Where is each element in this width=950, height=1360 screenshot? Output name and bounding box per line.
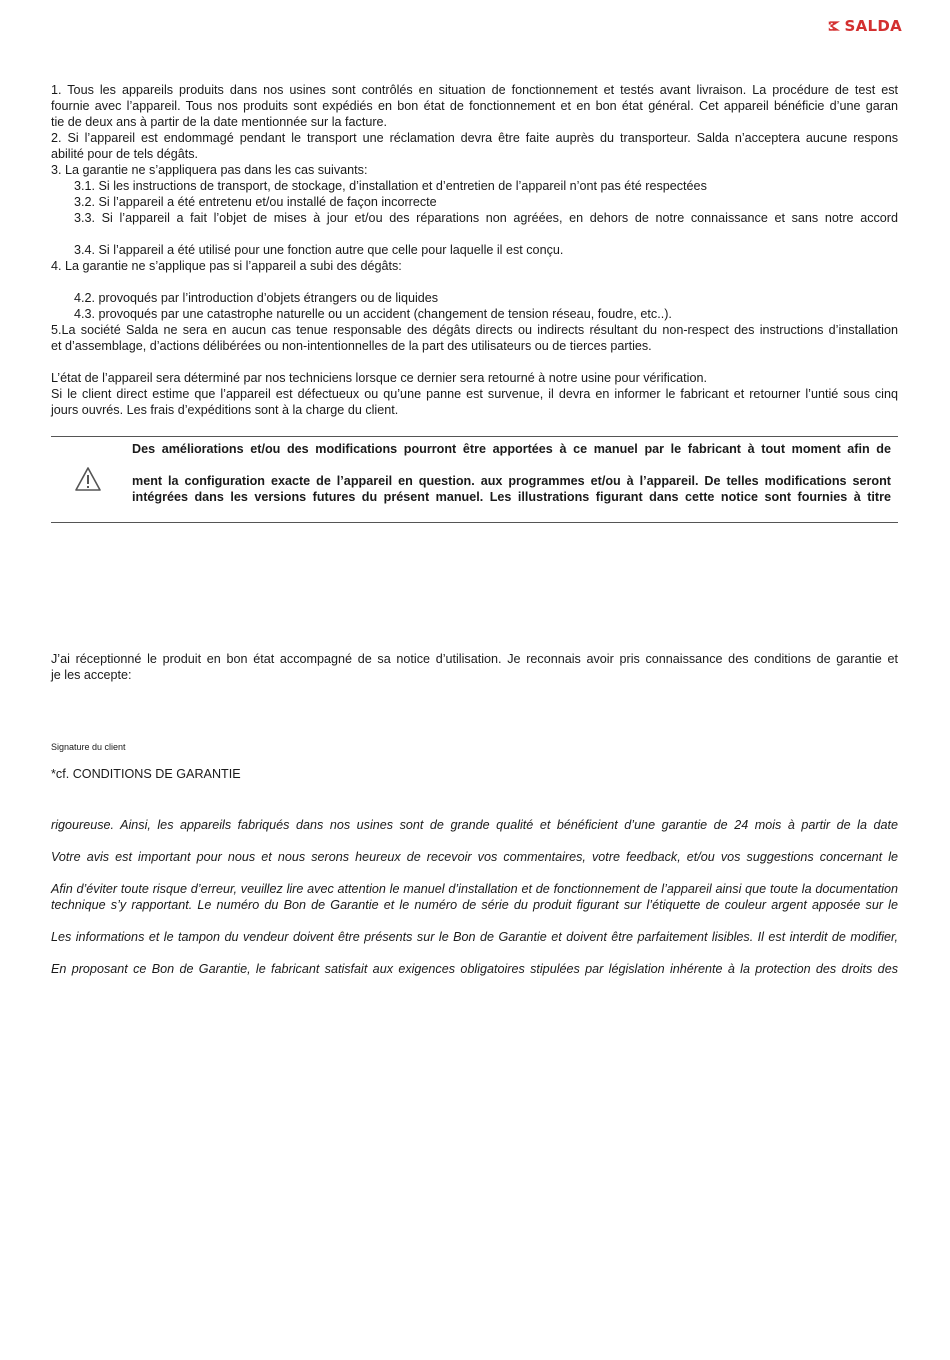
acceptance-line: je les accepte: bbox=[51, 668, 132, 682]
warning-bottom-divider bbox=[51, 522, 898, 523]
warning-triangle-icon bbox=[74, 466, 102, 492]
condition-line: 3. La garantie ne s’appliquera pas dans les cas suivants: bbox=[51, 163, 368, 177]
acceptance-statement bbox=[51, 651, 898, 683]
note-line: Votre avis est important pour nous et nous serons heureux de recevoir vos commentaires, votre feedback, et/ou vos suggestions concernant le bbox=[51, 850, 898, 864]
condition-line: fournie avec l’appareil. Tous nos produits sont expédiés en bon état de fonctionnement et en bon état général. Cet appareil bénéficie d’une garan bbox=[51, 99, 898, 113]
italic-notes bbox=[51, 817, 898, 977]
condition-line: abilité pour de tels dégâts. bbox=[51, 147, 199, 161]
warning-line: ment la configuration exacte de l’appareil en question. aux programmes et/ou à l’appareil. De telles modifications seront bbox=[132, 474, 891, 488]
condition-line: 4. La garantie ne s’applique pas si l’appareil a subi des dégâts: bbox=[51, 259, 402, 273]
condition-line: 3.1. Si les instructions de transport, de stockage, d’installation et d’entretien de l’appareil n’ont pas été respectées bbox=[74, 179, 707, 193]
note-line: technique s’y rapportant. Le numéro du Bon de Garantie et le numéro de série du produit figurant sur l’étiquette de couleur argent apposée sur le bbox=[51, 898, 898, 912]
condition-line: Si le client direct estime que l’appareil est défectueux ou qu’une panne est survenue, il devra en informer le fabricant et retourner l’untié sous cinq bbox=[51, 387, 898, 401]
signature-label: Signature du client bbox=[51, 742, 126, 752]
warranty-reference: *cf. CONDITIONS DE GARANTIE bbox=[51, 767, 241, 781]
condition-line: 3.4. Si l’appareil a été utilisé pour une fonction autre que celle pour laquelle il est conçu. bbox=[74, 243, 564, 257]
warning-top-divider bbox=[51, 436, 898, 437]
condition-line: 2. Si l’appareil est endommagé pendant le transport une réclamation devra être faite auprès du transporteur. Salda n’acceptera aucune respons bbox=[51, 131, 898, 145]
note-line: Les informations et le tampon du vendeur doivent être présents sur le Bon de Garantie et doivent être parfaitement lisibles. Il est interdit de modifier, bbox=[51, 930, 898, 944]
acceptance-line: J’ai réceptionné le produit en bon état accompagné de sa notice d’utilisation. Je reconnais avoir pris connaissance des conditions de garantie et bbox=[51, 652, 898, 666]
condition-line: 3.3. Si l’appareil a fait l’objet de mises à jour et/ou des réparations non agréées, en dehors de notre connaissance et sans notre accord bbox=[74, 211, 898, 225]
condition-line: 4.2. provoqués par l’introduction d’objets étrangers ou de liquides bbox=[74, 291, 439, 305]
warning-line: Des améliorations et/ou des modifications pourront être apportées à ce manuel par le fabricant à tout moment afin de bbox=[132, 442, 891, 456]
note-line: En proposant ce Bon de Garantie, le fabricant satisfait aux exigences obligatoires stipulées par législation inhérente à la protection des droits des bbox=[51, 962, 898, 976]
condition-line: et d’assemblage, d’actions délibérées ou non-intentionnelles de la part des utilisateurs ou de tierces parties. bbox=[51, 339, 652, 353]
note-line: rigoureuse. Ainsi, les appareils fabriqués dans nos usines sont de grande qualité et bénéficient d’une garantie de 24 mois à partir de la date bbox=[51, 818, 898, 832]
salda-logo-icon bbox=[828, 19, 840, 33]
condition-line: jours ouvrés. Les frais d’expéditions sont à la charge du client. bbox=[51, 403, 399, 417]
salda-logo bbox=[828, 14, 902, 38]
warning-line: intégrées dans les versions futures du présent manuel. Les illustrations figurant dans cette notice sont fournies à titre bbox=[132, 490, 891, 504]
condition-line: 1. Tous les appareils produits dans nos usines sont contrôlés en situation de fonctionnement et testés avant livraison. La procédure de test est bbox=[51, 83, 898, 97]
condition-line: tie de deux ans à partir de la date mentionnée sur la facture. bbox=[51, 115, 388, 129]
condition-line: 3.2. Si l’appareil a été entretenu et/ou installé de façon incorrecte bbox=[74, 195, 437, 209]
warranty-conditions bbox=[51, 82, 898, 418]
warning-notice bbox=[132, 441, 891, 505]
brand-name: SALDA bbox=[844, 17, 902, 35]
condition-line: 5.La société Salda ne sera en aucun cas tenue responsable des dégâts directs ou indirects résultant du non-respect des instructions d’installation bbox=[51, 323, 898, 337]
note-line: Afin d’éviter toute risque d’erreur, veuillez lire avec attention le manuel d’installation et de fonctionnement de l’appareil ainsi que toute la documentation bbox=[51, 882, 898, 896]
condition-line: 4.3. provoqués par une catastrophe naturelle ou un accident (changement de tension réseau, foudre, etc..). bbox=[74, 307, 672, 321]
condition-line: L’état de l’appareil sera déterminé par nos techniciens lorsque ce dernier sera retourné à notre usine pour vérification. bbox=[51, 371, 707, 385]
